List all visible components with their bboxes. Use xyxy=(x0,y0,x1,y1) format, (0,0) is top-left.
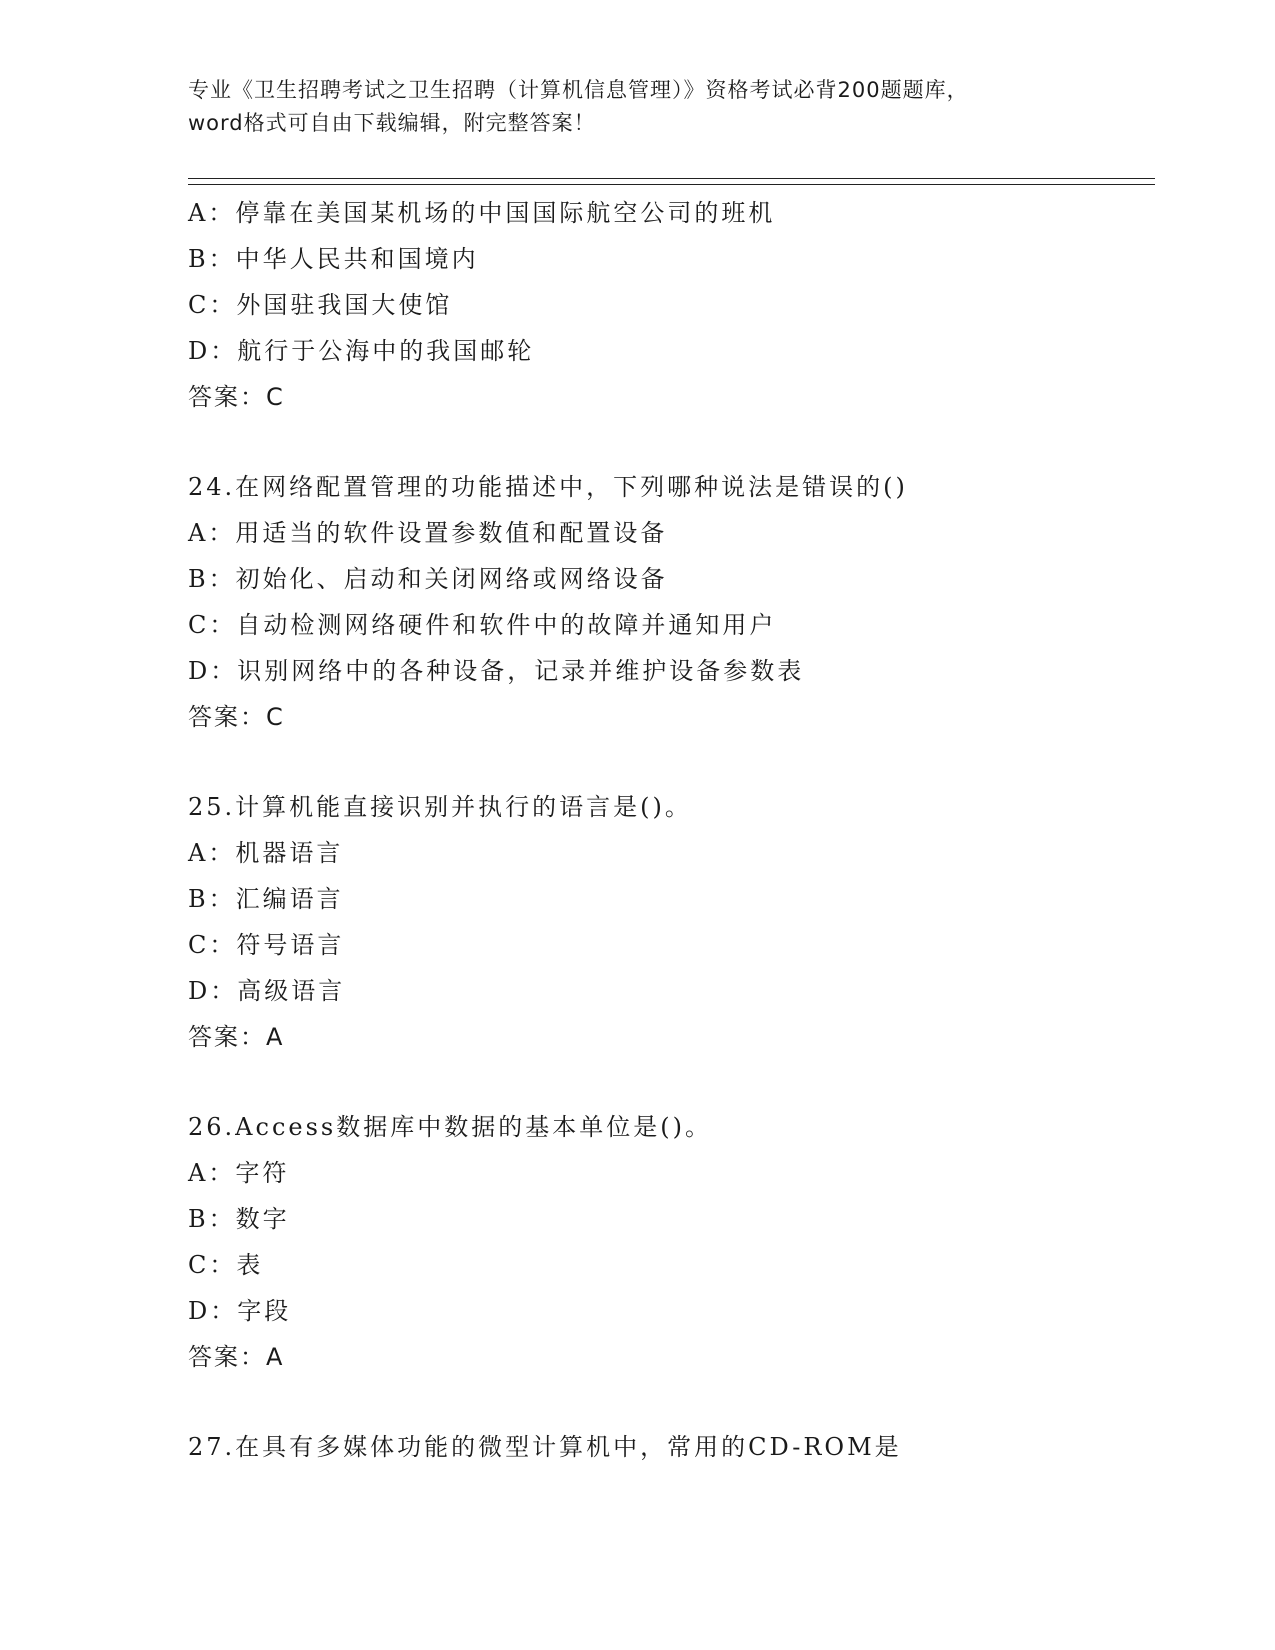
answer-line: 答案：C xyxy=(188,703,285,731)
question-block-26 xyxy=(188,1104,1148,1380)
question-block-27 xyxy=(188,1424,1148,1470)
header-title-line-1: 专业《卫生招聘考试之卫生招聘（计算机信息管理）》资格考试必背200题题库， xyxy=(188,78,969,102)
option-c: C：外国驻我国大使馆 xyxy=(188,291,453,319)
question-list xyxy=(188,190,1148,1470)
question-text: 24.在网络配置管理的功能描述中，下列哪种说法是错误的() xyxy=(188,473,908,501)
block-spacer xyxy=(188,1380,1148,1424)
option-c: C：表 xyxy=(188,1251,264,1279)
option-d: D：字段 xyxy=(188,1297,292,1325)
option-c: C：自动检测网络硬件和软件中的故障并通知用户 xyxy=(188,611,777,639)
answer-line: 答案：A xyxy=(188,1343,285,1371)
question-text: 27.在具有多媒体功能的微型计算机中，常用的CD-ROM是 xyxy=(188,1433,902,1461)
option-b: B：中华人民共和国境内 xyxy=(188,245,479,273)
option-a: A：停靠在美国某机场的中国国际航空公司的班机 xyxy=(188,199,776,227)
block-spacer xyxy=(188,1060,1148,1104)
option-d: D：高级语言 xyxy=(188,977,346,1005)
question-block-25 xyxy=(188,784,1148,1060)
option-c: C：符号语言 xyxy=(188,931,345,959)
answer-line: 答案：C xyxy=(188,383,285,411)
header-divider-bottom xyxy=(188,184,1155,185)
question-text: 26.Access数据库中数据的基本单位是()。 xyxy=(188,1113,712,1141)
document-header xyxy=(188,74,1088,140)
question-block-23 xyxy=(188,190,1148,420)
option-b: B：初始化、启动和关闭网络或网络设备 xyxy=(188,565,668,593)
answer-line: 答案：A xyxy=(188,1023,285,1051)
option-b: B：数字 xyxy=(188,1205,290,1233)
question-text: 25.计算机能直接识别并执行的语言是()。 xyxy=(188,793,692,821)
block-spacer xyxy=(188,740,1148,784)
option-a: A：机器语言 xyxy=(188,839,344,867)
question-block-24 xyxy=(188,464,1148,740)
option-b: B：汇编语言 xyxy=(188,885,344,913)
option-a: A：用适当的软件设置参数值和配置设备 xyxy=(188,519,668,547)
header-divider-top xyxy=(188,178,1155,179)
header-title-line-2: word格式可自由下载编辑，附完整答案！ xyxy=(188,111,596,135)
block-spacer xyxy=(188,420,1148,464)
option-d: D：航行于公海中的我国邮轮 xyxy=(188,337,535,365)
option-d: D：识别网络中的各种设备，记录并维护设备参数表 xyxy=(188,657,805,685)
option-a: A：字符 xyxy=(188,1159,290,1187)
